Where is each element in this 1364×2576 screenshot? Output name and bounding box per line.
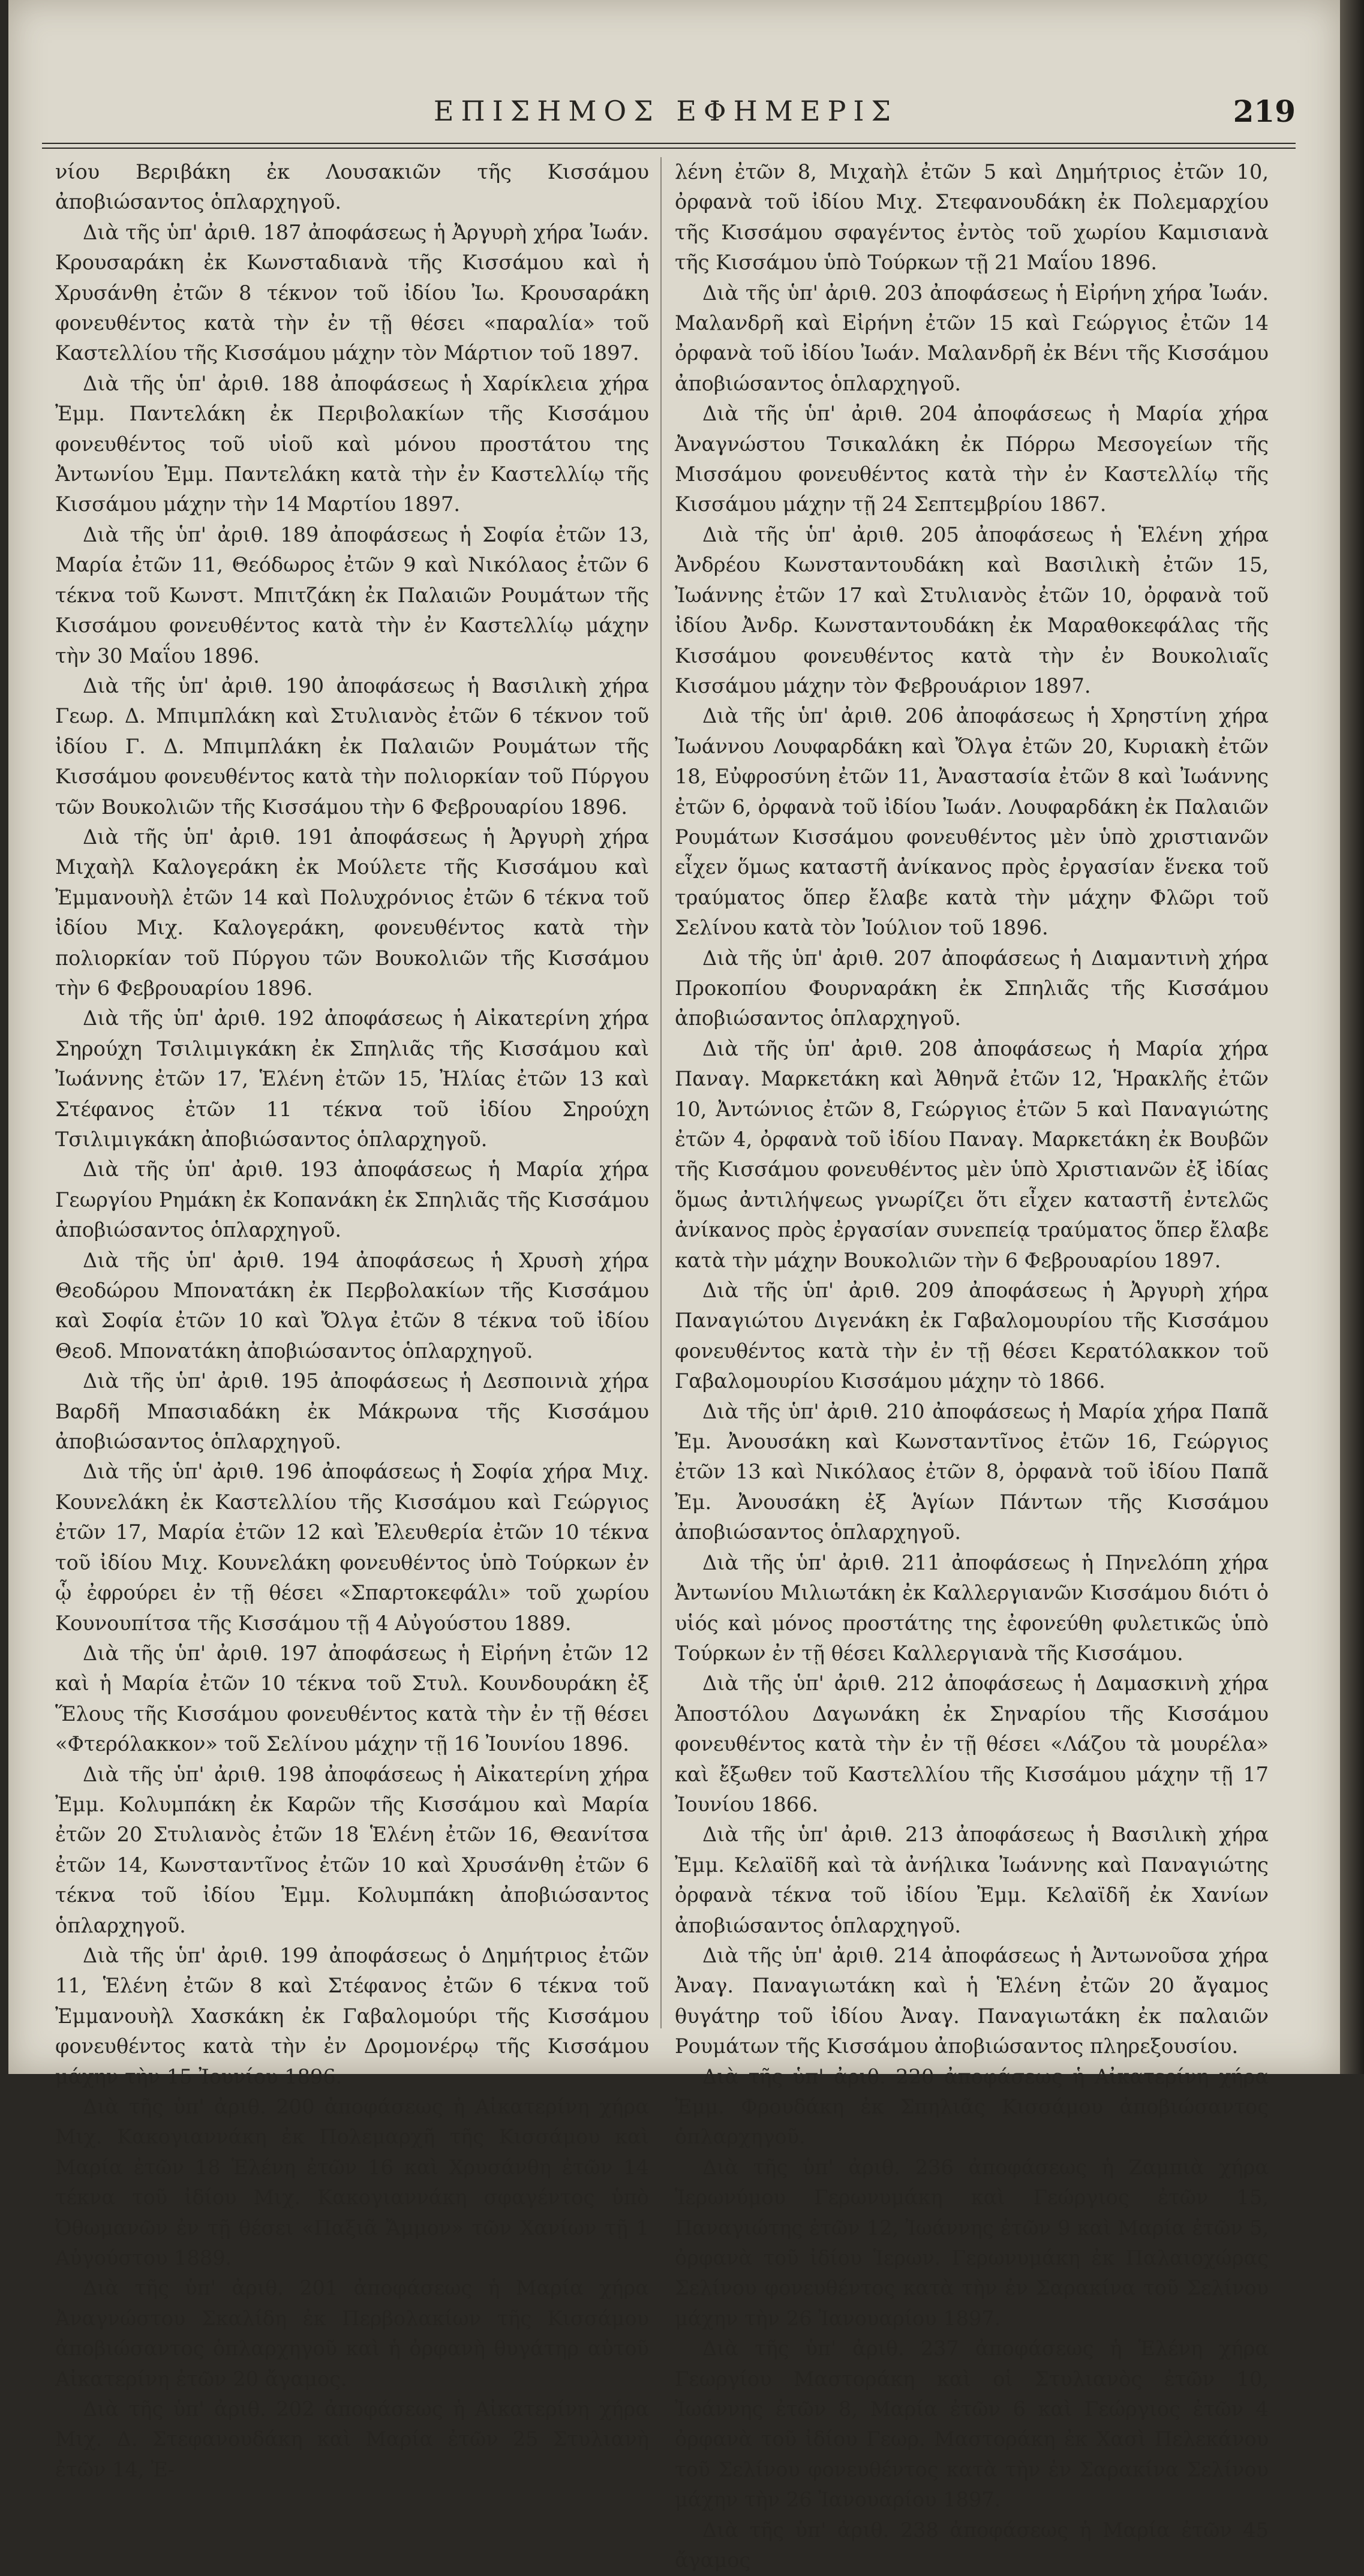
paragraph: Διὰ τῆς ὑπ' ἀριθ. 213 ἀποφάσεως ἡ Βασιλικὴ χήρα Ἐμμ. Κελαϊδῆ καὶ τὰ ἀνήλικα Ἰωάννης καὶ Παναγιώτης ὀρφανὰ τέκνα τοῦ ἰδίου Ἐμμ. Κελαϊδῆ ἐκ Χανίων ἀποβιώσαντος ὁπλαρχηγοῦ. [675, 1823, 1269, 1937]
paragraph: Διὰ τῆς ὑπ' ἀριθ. 209 ἀποφάσεως ἡ Ἀργυρὴ χήρα Παναγιώτου Διγενάκη ἐκ Γαβαλομουρίου τῆς Κισσάμου φονευθέντος κατὰ τὴν ἐν τῇ θέσει Κερατόλακκον τοῦ Γαβαλομουρίου Κισσάμου μάχην τὸ 1866. [675, 1279, 1269, 1393]
paragraph: Διὰ τῆς ὑπ' ἀριθ. 220 ἀποφάσεως ἡ Αἰκατερίνη χήρα Ἐμμ. Φρουδάκη ἐκ Σπηλιᾶς Κισσάμου ἀποβιώσαντος ὁπλαρχηγοῦ. [675, 2064, 1269, 2149]
right-column [675, 157, 1269, 2572]
column-divider [660, 157, 662, 2028]
paragraph: Διὰ τῆς ὑπ' ἀριθ. 199 ἀποφάσεως ὁ Δημήτριος ἐτῶν 11, Ἑλένη ἐτῶν 8 καὶ Στέφανος ἐτῶν 6 τέκνα τοῦ Ἐμμανουὴλ Χασκάκη ἐκ Γαβαλομούρι τῆς Κισσάμου φονευθέντος κατὰ τὴν ἐν Δρομονέρῳ τῆς Κισσάμου μάχην τὴν 15 Ἰουνίου 1896. [55, 1943, 649, 2088]
paragraph: Διὰ τῆς ὑπ' ἀριθ. 197 ἀποφάσεως ἡ Εἰρήνη ἐτῶν 12 καὶ ἡ Μαρία ἐτῶν 10 τέκνα τοῦ Στυλ. Κουνδουράκη ἐξ Ἕλους τῆς Κισσάμου φονευθέντος κατὰ τὴν ἐν τῇ θέσει «Φτερόλακκον» τοῦ Σελίνου μάχην τῇ 16 Ἰουνίου 1896. [55, 1641, 649, 1756]
paragraph: Διὰ τῆς ὑπ' ἀριθ. 204 ἀποφάσεως ἡ Μαρία χήρα Ἀναγνώστου Τσικαλάκη ἐκ Πόρρω Μεσογείων τῆς Μισσάμου φονευθέντος κατὰ τὴν ἐν Καστελλίῳ τῆς Κισσάμου μάχην τῇ 24 Σεπτεμβρίου 1867. [675, 402, 1269, 516]
paragraph: Διὰ τῆς ὑπ' ἀριθ. 198 ἀποφάσεως ἡ Αἰκατερίνη χήρα Ἐμμ. Κολυμπάκη ἐκ Καρῶν τῆς Κισσάμου καὶ Μαρία ἐτῶν 20 Στυλιανὸς ἐτῶν 18 Ἑλένη ἐτῶν 16, Θεανίτσα ἐτῶν 14, Κωνσταντῖνος ἐτῶν 10 καὶ Χρυσάνθη ἐτῶν 6 τέκνα τοῦ ἰδίου Ἐμμ. Κολυμπάκη ἀποβιώσαντος ὁπλαρχηγοῦ. [55, 1762, 649, 1937]
paragraph: Διὰ τῆς ὑπ' ἀριθ. 195 ἀποφάσεως ἡ Δεσποινιὰ χήρα Βαρδῆ Μπασιαδάκη ἐκ Μάκρωνα τῆς Κισσάμου ἀποβιώσαντος ὁπλαρχηγοῦ. [55, 1369, 649, 1454]
paragraph: Διὰ τῆς ὑπ' ἀριθ. 202 ἀποφάσεως ἡ Αἰκατερίνη χήρα Μιχ. Δ. Στεφανουδάκη καὶ Μαρία ἐτῶν 25 Στυλιανὴ ἐτῶν 14, Ἐ- [55, 2397, 649, 2481]
paragraph: Διὰ τῆς ὑπ' ἀριθ. 189 ἀποφάσεως ἡ Σοφία ἐτῶν 13, Μαρία ἐτῶν 11, Θεόδωρος ἐτῶν 9 καὶ Νικόλαος ἐτῶν 6 τέκνα τοῦ Κωνστ. Μπιτζάκη ἐκ Παλαιῶν Ρουμάτων τῆς Κισσάμου φονευθέντος κατὰ τὴν ἐν Καστελλίῳ μάχην τὴν 30 Μαΐου 1896. [55, 522, 649, 668]
paragraph: Διὰ τῆς ὑπ' ἀριθ. 187 ἀποφάσεως ἡ Ἀργυρὴ χήρα Ἰωάν. Κρουσαράκη ἐκ Κωνσταδιανὰ τῆς Κισσάμου καὶ ἡ Χρυσάνθη ἐτῶν 8 τέκνον τοῦ ἰδίου Ἰω. Κρουσαράκη φονευθέντος κατὰ τὴν ἐν τῇ θέσει «παραλία» τοῦ Καστελλίου τῆς Κισσάμου μάχην τὸν Μάρτιον τοῦ 1897. [55, 220, 649, 365]
header-rule [42, 143, 1296, 149]
paragraph: νίου Βεριβάκη ἐκ Λουσακιῶν τῆς Κισσάμου ἀποβιώσαντος ὁπλαρχηγοῦ. [55, 160, 649, 214]
running-title: ΕΠΙΣΗΜΟΣ ΕΦΗΜΕΡΙΣ [433, 95, 899, 127]
paragraph: Διὰ τῆς ὑπ' ἀριθ. 190 ἀποφάσεως ἡ Βασιλικὴ χήρα Γεωρ. Δ. Μπιμπλάκη καὶ Στυλιανὸς ἐτῶν 6 τέκνον τοῦ ἰδίου Γ. Δ. Μπιμπλάκη ἐκ Παλαιῶν Ρουμάτων τῆς Κισσάμου φονευθέντος κατὰ τὴν πολιορκίαν τοῦ Πύργου τῶν Βουκολιῶν τῆς Κισσάμου τὴν 6 Φεβρουαρίου 1896. [55, 674, 649, 819]
paragraph: Διὰ τῆς ὑπ' ἀριθ. 210 ἀποφάσεως ἡ Μαρία χήρα Παπᾶ Ἐμ. Ἀνουσάκη καὶ Κωνσταντῖνος ἐτῶν 16, Γεώργιος ἐτῶν 13 καὶ Νικόλαος ἐτῶν 8, ὀρφανὰ τοῦ ἰδίου Παπᾶ Ἐμ. Ἀνουσάκη ἐξ Ἁγίων Πάντων τῆς Κισσάμου ἀποβιώσαντος ὁπλαρχηγοῦ. [675, 1399, 1269, 1544]
paragraph: Διὰ τῆς ὑπ' ἀριθ. 205 ἀποφάσεως ἡ Ἑλένη χήρα Ἀνδρέου Κωνσταντουδάκη καὶ Βασιλικὴ ἐτῶν 15, Ἰωάννης ἐτῶν 17 καὶ Στυλιανὸς ἐτῶν 10, ὀρφανὰ τοῦ ἰδίου Ἀνδρ. Κωνσταντουδάκη ἐκ Μαραθοκεφάλας τῆς Κισσάμου φονευθέντος κατὰ τὴν ἐν Βουκολιαῖς Κισσάμου μάχην τὸν Φεβρουάριον 1897. [675, 522, 1269, 698]
paragraph: Διὰ τῆς ὑπ' ἀριθ. 206 ἀποφάσεως ἡ Χρηστίνη χήρα Ἰωάννου Λουφαρδάκη καὶ Ὄλγα ἐτῶν 20, Κυριακὴ ἐτῶν 18, Εὐφροσύνη ἐτῶν 11, Ἀναστασία ἐτῶν 8 καὶ Ἰωάννης ἐτῶν 6, ὀρφανὰ τοῦ ἰδίου Ἰωάν. Λουφαρδάκη ἐκ Παλαιῶν Ρουμάτων Κισσάμου φονευθέντος μὲν ὑπὸ χριστιανῶν εἶχεν ὅμως καταστῆ ἀνίκανος πρὸς ἐργασίαν ἕνεκα τοῦ τραύματος ὅπερ ἔλαβε κατὰ τὴν μάχην Φλῶρι τοῦ Σελίνου κατὰ τὸν Ἰούλιον τοῦ 1896. [675, 704, 1269, 940]
left-column [55, 157, 649, 2481]
paragraph: Διὰ τῆς ὑπ' ἀριθ. 188 ἀποφάσεως ἡ Χαρίκλεια χήρα Ἐμμ. Παντελάκη ἐκ Περιβολακίων τῆς Κισσάμου φονευθέντος τοῦ υἱοῦ καὶ μόνου προστάτου της Ἀντωνίου Ἐμμ. Παντελάκη κατὰ τὴν ἐν Καστελλίῳ τῆς Κισσάμου μάχην τὴν 14 Μαρτίου 1897. [55, 371, 649, 516]
paragraph: Διὰ τῆς ὑπ' ἀριθ. 208 ἀποφάσεως ἡ Μαρία χήρα Παναγ. Μαρκετάκη καὶ Ἀθηνᾶ ἐτῶν 12, Ἡρακλῆς ἐτῶν 10, Ἀντώνιος ἐτῶν 8, Γεώργιος ἐτῶν 5 καὶ Παναγιώτης ἐτῶν 4, ὀρφανὰ τοῦ ἰδίου Παναγ. Μαρκετάκη ἐκ Βουβῶν τῆς Κισσάμου φονευθέντος μὲν ὑπὸ Χριστιανῶν ἐξ ἰδίας ὅμως ἀντιλήψεως γνωρίζει ὅτι εἶχεν καταστῆ ἐντελῶς ἀνίκανος πρὸς ἐργασίαν συνεπείᾳ τραύματος ὅπερ ἔλαβε κατὰ τὴν μάχην Βουκολιῶν τὴν 6 Φεβρουαρίου 1897. [675, 1036, 1269, 1272]
paragraph: Διὰ τῆς ὑπ' ἀριθ. 191 ἀποφάσεως ἡ Ἀργυρὴ χήρα Μιχαὴλ Καλογεράκη ἐκ Μούλετε τῆς Κισσάμου καὶ Ἐμμανουὴλ ἐτῶν 14 καὶ Πολυχρόνιος ἐτῶν 6 τέκνα τοῦ ἰδίου Μιχ. Καλογεράκη, φονευθέντος κατὰ τὴν πολιορκίαν τοῦ Πύργου τῶν Βουκολιῶν τῆς Κισσάμου τὴν 6 Φεβρουαρίου 1896. [55, 825, 649, 1000]
paragraph: Διὰ τῆς ὑπ' ἀριθ. 236 ἀποφάσεως ἡ Ζαμπιὰ χήρα Ἱερωνύμου Γερωνυμάκη καὶ Γεώργιος ἐτῶν 15, Παναγιώτης ἐτῶν 12, Ἰωάννης ἐτῶν 9 καὶ Μαρία ἐτῶν 5, ὀρφανὰ τοῦ ἰδίου Ἱερων. Γερωνυμάκη ἐκ Παλαιοχώρας Σελίνου φονευθέντος κατὰ τὴν ἐν Σαρακίνα τοῦ Σελίνου μάχην τὴν 26 Ἰανουαρίου 1897. [675, 2155, 1269, 2330]
page-binding-edge [1340, 0, 1364, 2074]
paragraph: Διὰ τῆς ὑπ' ἀριθ. 238 ἀποφάσεως ἡ Μαρία ἐτῶν 45 ἄγαμος [675, 2518, 1269, 2572]
paragraph: Διὰ τῆς ὑπ' ἀριθ. 201 ἀποφάσεως ἡ Μαρία χήρα Ἀναγνώστου Σκαλίδη ἐκ Περβολακίων τῆς Κισσάμου ἀποβιώσαντος ὁπλαρχηγοῦ καὶ ἡ ὀρφανὴ θυγάτηρ αὐτοῦ Αἰκατερίνη ἐτῶν 20 ἄγαμος. [55, 2276, 649, 2391]
paragraph: Διὰ τῆς ὑπ' ἀριθ. 211 ἀποφάσεως ἡ Πηνελόπη χήρα Ἀντωνίου Μιλιωτάκη ἐκ Καλλεργιανῶν Κισσάμου διότι ὁ υἱός καὶ μόνος προστάτης της ἐφονεύθη φυλετικῶς ὑπὸ Τούρκων ἐν τῇ θέσει Καλλεργιανὰ τῆς Κισσάμου. [675, 1550, 1269, 1665]
paragraph: Διὰ τῆς ὑπ' ἀριθ. 196 ἀποφάσεως ἡ Σοφία χήρα Μιχ. Κουνελάκη ἐκ Καστελλίου τῆς Κισσάμου καὶ Γεώργιος ἐτῶν 17, Μαρία ἐτῶν 12 καὶ Ἐλευθερία ἐτῶν 10 τέκνα τοῦ ἰδίου Μιχ. Κουνελάκη φονευθέντος ὑπὸ Τούρκων ἐν ᾧ ἐφρούρει ἐν τῇ θέσει «Σπαρτοκεφάλι» τοῦ χωρίου Κουνουπίτσα τῆς Κισσάμου τῇ 4 Αὐγούστου 1889. [55, 1460, 649, 1635]
paragraph: Διὰ τῆς ὑπ' ἀριθ. 203 ἀποφάσεως ἡ Εἰρήνη χήρα Ἰωάν. Μαλανδρῆ καὶ Εἰρήνη ἐτῶν 15 καὶ Γεώργιος ἐτῶν 14 ὀρφανὰ τοῦ ἰδίου Ἰωάν. Μαλανδρῆ ἐκ Βένι τῆς Κισσάμου ἀποβιώσαντος ὁπλαρχηγοῦ. [675, 281, 1269, 395]
page-header [36, 90, 1296, 138]
paragraph: Διὰ τῆς ὑπ' ἀριθ. 207 ἀποφάσεως ἡ Διαμαντινὴ χήρα Προκοπίου Φουρναράκη ἐκ Σπηλιᾶς τῆς Κισσάμου ἀποβιώσαντος ὁπλαρχηγοῦ. [675, 946, 1269, 1030]
page-number: 219 [1233, 94, 1296, 129]
paragraph: λένη ἐτῶν 8, Μιχαὴλ ἐτῶν 5 καὶ Δημήτριος ἐτῶν 10, ὀρφανὰ τοῦ ἰδίου Μιχ. Στεφανουδάκη ἐκ Πολεμαρχίου τῆς Κισσάμου σφαγέντος ἐντὸς τοῦ χωρίου Καμισιανὰ τῆς Κισσάμου ὑπὸ Τούρκων τῇ 21 Μαΐου 1896. [675, 160, 1269, 275]
paragraph: Διὰ τῆς ὑπ' ἀριθ. 192 ἀποφάσεως ἡ Αἰκατερίνη χήρα Σηρούχη Τσιλιμιγκάκη ἐκ Σπηλιᾶς τῆς Κισσάμου καὶ Ἰωάννης ἐτῶν 17, Ἑλένη ἐτῶν 15, Ἠλίας ἐτῶν 13 καὶ Στέφανος ἐτῶν 11 τέκνα τοῦ ἰδίου Σηρούχη Τσιλιμιγκάκη ἀποβιώσαντος ὁπλαρχηγοῦ. [55, 1006, 649, 1151]
paragraph: Διὰ τῆς ὑπ' ἀριθ. 214 ἀποφάσεως ἡ Ἀντωνοῦσα χήρα Ἀναγ. Παναγιωτάκη καὶ ἡ Ἑλένη ἐτῶν 20 ἄγαμος θυγάτηρ τοῦ ἰδίου Ἀναγ. Παναγιωτάκη ἐκ παλαιῶν Ρουμάτων τῆς Κισσάμου ἀποβιώσαντος πληρεξουσίου. [675, 1943, 1269, 2058]
paragraph: Διὰ τῆς ὑπ' ἀριθ. 193 ἀποφάσεως ἡ Μαρία χήρα Γεωργίου Ρημάκη ἐκ Κοπανάκη ἐκ Σπηλιᾶς τῆς Κισσάμου ἀποβιώσαντος ὁπλαρχηγοῦ. [55, 1158, 649, 1242]
paragraph: Διὰ τῆς ὑπ' ἀριθ. 237 ἀποφάσεως ἡ Ἑλένη χήρα Γεωργίου Μαστοράκη καὶ οἱ Στυλιανὸς ἐτῶν 10, Ἰωάννης ἐτῶν 8, Μαρία ἐτῶν 6 καὶ Γεώργιος ἐτῶν 4 ὀρφανὰ τοῦ ἰδίου Γεωρ. Μαστοράκη ἐκ Χασὶ Πελεκάνου τοῦ Σελίνου φονευθέντος κατὰ τὴν ἐν Σαρακίνα Σελίνου μάχην τὴν 26 Ἰανουαρίου 1897. [675, 2337, 1269, 2512]
paragraph: Διὰ τῆς ὑπ' ἀριθ. 200 ἀποφάσεως ἡ Αἰκατερίνη χήρα Μιχ. Κακογιαννάκη ἐκ Πολεμαρχῆ τῆς Κισσάμου καὶ Μαρία ἐτῶν 18 Ἑλένη ἐτῶν 16 καὶ Χρυσάνθη ἐτῶν 14 τέκνα τοῦ ἰδίου Μιχ. Κακογιαννάκη σφαγέντος ὑπὸ Ὀθωμανῶν ἐν τῇ θέσει «Παξιᾶ Ἄμμον» τῶν Χανίων τῇ 1 Αὐγούστου 1889. [55, 2095, 649, 2270]
paragraph: Διὰ τῆς ὑπ' ἀριθ. 212 ἀποφάσεως ἡ Δαμασκινὴ χήρα Ἀποστόλου Δαγωνάκη ἐκ Σηναρίου τῆς Κισσάμου φονευθέντος κατὰ τὴν ἐν τῇ θέσει «Λάζου τὰ μουρέλα» καὶ ἔξωθεν τοῦ Καστελλίου τῆς Κισσάμου μάχην τῇ 17 Ἰουνίου 1866. [675, 1672, 1269, 1816]
paragraph: Διὰ τῆς ὑπ' ἀριθ. 194 ἀποφάσεως ἡ Χρυσὴ χήρα Θεοδώρου Μπονατάκη ἐκ Περβολακίων τῆς Κισσάμου καὶ Σοφία ἐτῶν 10 καὶ Ὄλγα ἐτῶν 8 τέκνα τοῦ ἰδίου Θεοδ. Μπονατάκη ἀποβιώσαντος ὁπλαρχηγοῦ. [55, 1248, 649, 1363]
